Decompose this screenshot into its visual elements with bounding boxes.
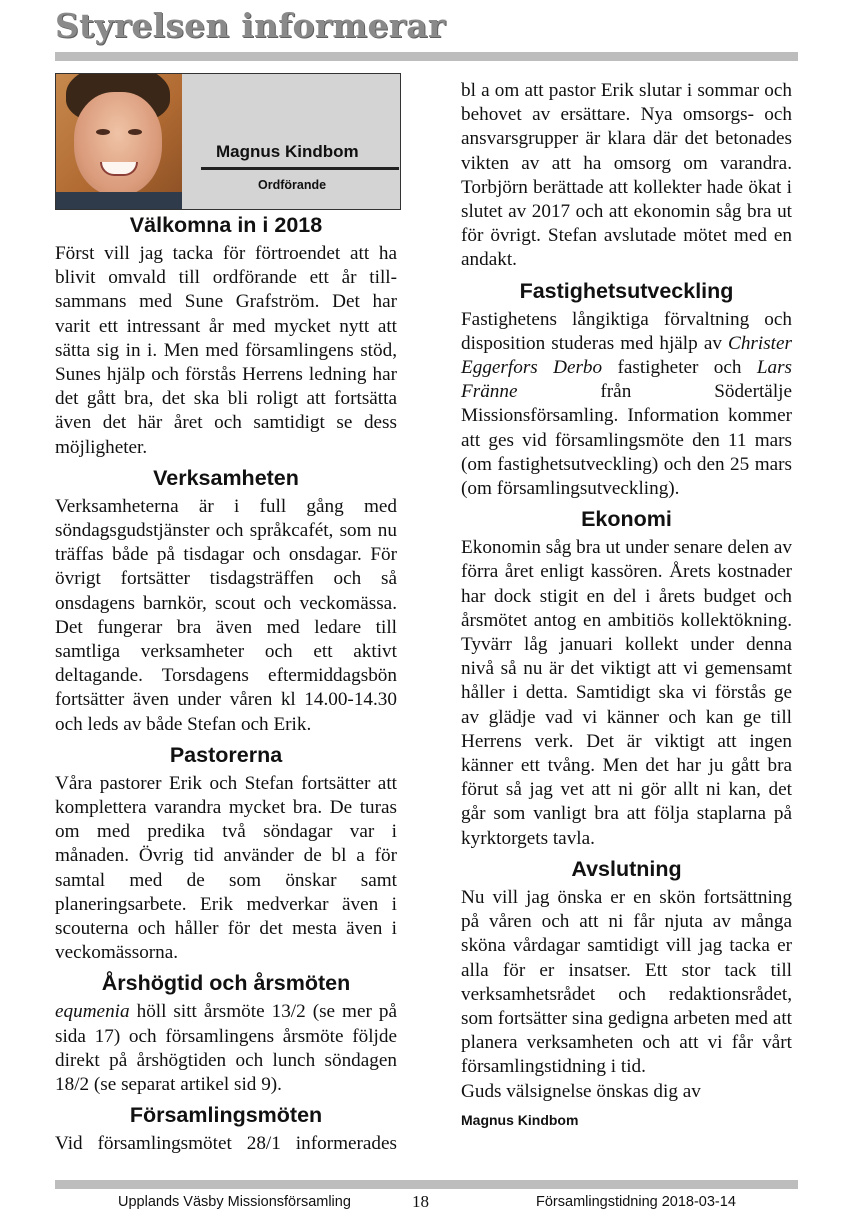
paragraph-blessing: Guds välsignelse önskas dig av [461,1080,701,1102]
paragraph-pastors: Våra pastorer Erik och Stefan fortsätter att komplettera varandra mycket bra. De turas om med predika två söndagar var i månaden. Övrig tid använder de bl a för samtal med de som önskar samt planeringsarbete. Erik medverkar även i scouterna och håller för det mesta även i veckomässorna. [55,772,397,964]
person-name-lars: Lars Fränne [461,357,793,403]
heading-welcome: Välkomna in i 2018 [129,213,323,237]
paragraph-property: Fastighetens långiktiga förvaltning och disposition studeras med hjälp av Christer Eggerfors Derbo fastigheter och Lars Fränne från Södertälje Missionsförsamling. Information kommer att ges vid församlingsmöte den 11 mars (om fastighetsutveckling) och den 25 mars (om församlingsutveckling). [461,308,793,500]
equmenia-name: equmenia [55,1001,130,1023]
footer-organization: Upplands Väsby Missionsförsamling [118,1194,351,1210]
portrait-role: Ordförande [258,178,327,192]
person-name-christer: Christer Eggerfors Derbo [461,332,792,379]
paragraph-activities: Verksamheterna är i full gång med söndagsgudstjänster och språkcafét, som nu träffas både på tisdagar och onsdagar. För övrigt fortsätter tisdagsträffen och så onsdagens barnkör, scout och veckomässa. Det fungerar bra även med ledare till samtliga verksamheter och ett aktivt deltagande. Torsdagens eftermiddagsbön fortsätter även under våren kl 14.00-14.30 och leds av både Stefan och Erik. [55,495,397,735]
paragraph-meetings-start: Vid församlingsmötet 28/1 informerades [55,1133,397,1155]
heading-congregation-meetings: Församlingsmöten [129,1103,323,1128]
right-column [461,79,792,1130]
page-title: Styrelsen informerar [55,6,446,45]
signature: Magnus Kindbom [461,1111,579,1128]
page-number: 18 [412,1192,429,1211]
heading-closing: Avslutning [571,856,682,881]
portrait-box [55,73,401,210]
footer-publication: Församlingstidning 2018-03-14 [536,1194,736,1210]
portrait-caption-divider [201,167,399,170]
paragraph-economy: Ekonomin såg bra ut under senare delen av förra året enligt kassören. Årets kostnader har dock stigit en del i årets budget och årsmötet antog en ambitiös kollektökning. Tyvärr låg januari kollekt under denna nivå så nu är det viktigt att vi gemensamt håller i detta. Samtidigt ska vi förstås ge av glädje vad vi känner och kan ge till Herrens verk. Det är viktigt att ingen känner ett tvång. Men det har ju gått bra förut så jag vet att ni gör allt ni kan, det går som vanligt bra att följa staplarna på kyrktorgets tavla. [461,537,792,849]
heading-pastors: Pastorerna [169,742,283,767]
footer-divider [55,1180,798,1189]
left-column [55,211,397,1157]
heading-activities: Verksamheten [153,465,299,490]
heading-annual-meetings: Årshögtid och årsmöten [101,971,351,996]
paragraph-closing: Nu vill jag önska er en skön fortsättning på våren och att ni får njuta av många sköna vårdagar samtidigt vill jag tacka er alla för er insatser. Ett stor tack till verksamhetsrådet och redaktionsrådet, som fortsätter sina gedigna arbeten med att planera verksamheten och att vi får vårt församlingstidning i tid. [461,886,792,1078]
paragraph-meetings-continued: bl a om att pastor Erik slutar i sommar och behovet av ersättare. Nya omsorgs- och ansvarsgrupper är klara där det betonades vikten av att ha omsorg om varandra. Torbjörn berättade att kollekter hade ökat i slutet av 2017 och att ekonomin såg bra ut för övrigt. Stefan avslutade mötet med en andakt. [461,80,792,271]
portrait-photo [56,74,182,209]
portrait-name: Magnus Kindbom [216,142,359,161]
heading-property: Fastighetsutveckling [519,278,734,303]
paragraph-welcome: Först vill jag tacka för förtroendet att ha blivit omvald till ordförande ett år tillsammans med Sune Grafström. Det har varit ett intressant år med mycket nytt att sätta sig in i. Men med församlingens stöd, Sunes hjälp och förstås Herrens ledning har det gått bra, det ska bli roligt att fortsätta även det här året och samtidigt se dess möjligheter. [55,243,397,458]
paragraph-annual-meetings: equmenia höll sitt årsmöte 13/2 (se mer på sida 17) och församlingens årsmöte följde direkt på årshögtiden och lunch söndagen 18/2 (se separat artikel sid 9). [55,1001,397,1096]
heading-economy: Ekonomi [581,507,672,532]
header-divider [55,52,798,61]
